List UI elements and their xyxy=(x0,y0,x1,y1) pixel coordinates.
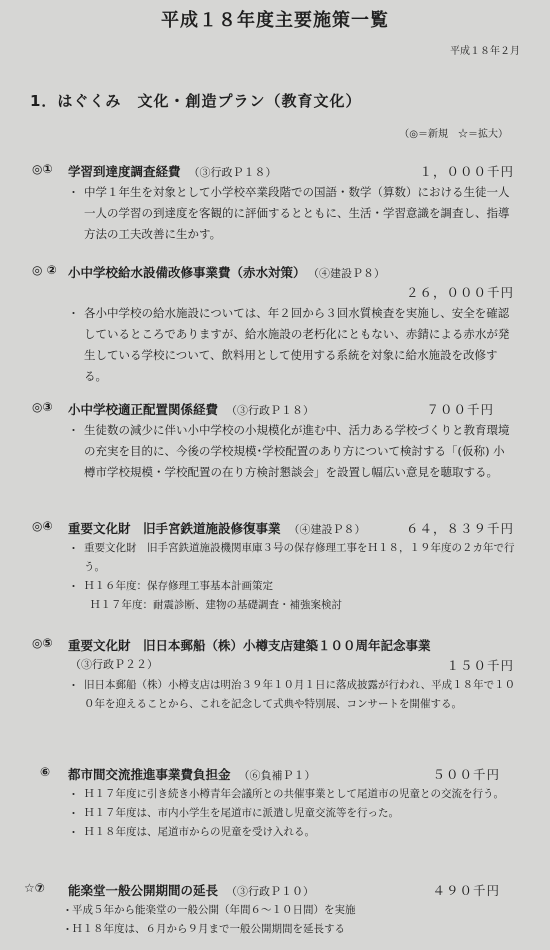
policy-item xyxy=(0,519,550,615)
item-bullet: ・ Ｈ１７年度は、市内小学生を尾道市に派遣し児童交流等を行った。 xyxy=(68,807,399,820)
item-mark: ◎③ xyxy=(32,400,53,414)
policy-item xyxy=(0,765,550,842)
policy-item xyxy=(0,263,550,387)
policy-item xyxy=(0,400,550,483)
item-ref: （⑥負補Ｐ１） xyxy=(238,769,316,782)
item-mark: ◎ ② xyxy=(32,263,57,277)
item-name: 重要文化財 旧手宮鉄道施設修復事業 （④建設Ｐ８） xyxy=(68,521,366,536)
item-amount: ７００千円 xyxy=(426,402,494,417)
document-title: 平成１８年度主要施策一覧 xyxy=(161,10,389,31)
item-bullet: ・ 生徒数の減少に伴い小中学校の小規模化が進む中、活力ある学校づくりと教育環境の充実を目的に、今後の学校規模･学校配置のあり方について検討する「(仮称) 小樽市学校規模・学校配置の在り方検討懇談会」を設置し幅広い意見を聴取する。 xyxy=(68,423,510,479)
policy-item xyxy=(0,162,550,245)
item-amount: ２６，０００千円 xyxy=(405,285,514,300)
item-mark: ☆⑦ xyxy=(24,881,45,895)
item-bullet: ・ Ｈ１８年度は、６月から９月まで一般公開期間を延長する xyxy=(62,923,345,936)
item-bullet: ・ Ｈ１７年度に引き続き小樽青年会議所との共催事業として尾道市の児童との交流を行う。 xyxy=(68,788,504,801)
item-bullet: ・ 平成５年から能楽堂の一般公開（年間６～１０日間）を実施 xyxy=(62,904,356,917)
item-name: 都市間交流推進事業費負担金 （⑥負補Ｐ１） xyxy=(68,767,316,782)
item-ref: （③行政Ｐ１８） xyxy=(226,404,315,417)
item-bullet: ・ Ｈ１８年度は、尾道市からの児童を受け入れる。 xyxy=(68,826,315,839)
item-name: 小中学校適正配置関係経費 （③行政Ｐ１８） xyxy=(68,402,315,417)
document-date: 平成１８年２月 xyxy=(450,46,520,57)
item-amount: ６４，８３９千円 xyxy=(405,521,514,536)
item-mark: ◎① xyxy=(32,162,53,176)
item-ref: （③行政Ｐ１８） xyxy=(188,166,277,179)
item-subline: Ｈ１７年度：耐震診断、建物の基礎調査・補強案検討 xyxy=(90,599,342,611)
item-mark: ◎⑤ xyxy=(32,636,53,650)
item-amount: １５０千円 xyxy=(446,658,514,673)
item-mark: ◎④ xyxy=(32,519,53,533)
item-ref: （④建設Ｐ８） xyxy=(288,523,366,536)
item-name: 能楽堂一般公開期間の延長 （③行政Ｐ１０） xyxy=(68,883,315,898)
item-bullet: ・ 中学１年生を対象として小学校卒業段階での国語・数学（算数）における生徒一人一人の学習の到達度を客観的に評価するとともに、生活・学習意識を調査し、指導方法の工夫改善に生かす。 xyxy=(68,185,510,241)
legend: （◎＝新規 ☆＝拡大） xyxy=(399,129,508,140)
item-bullet: ・ 各小中学校の給水施設については、年２回から３回水質検査を実施し、安全を確認しているところでありますが、給水施設の老朽化にともない、赤錆による赤水が発生している学校について、飲料用として使用する系統を対象に給水施設を改修する。 xyxy=(68,306,510,383)
section-heading: 1．はぐくみ 文化・創造プラン（教育文化） xyxy=(30,92,362,110)
item-amount: ５００千円 xyxy=(432,767,500,782)
item-bullet: ・ Ｈ１６年度：保存修理工事基本計画策定 xyxy=(68,580,273,593)
item-name: 学習到達度調査経費 （③行政Ｐ１８） xyxy=(68,164,277,179)
item-name: 重要文化財 旧日本郵船（株）小樽支店建築１００周年記念事業 xyxy=(68,638,431,653)
item-ref: （③行政Ｐ１０） xyxy=(226,885,315,898)
item-ref: （③行政Ｐ２２） xyxy=(70,658,158,671)
item-amount: ４９０千円 xyxy=(432,883,500,898)
item-bullet: ・ 旧日本郵船（株）小樽支店は明治３９年１０月１日に落成披露が行われ、平成１８年で１００年を迎えることから、これを記念して式典や特別展、コンサートを開催する。 xyxy=(68,679,516,710)
item-ref: （④建設Ｐ８） xyxy=(313,267,386,280)
policy-item xyxy=(0,881,550,939)
item-name: 小中学校給水設備改修事業費（赤水対策） （④建設Ｐ８） xyxy=(68,265,386,280)
item-mark: ⑥ xyxy=(40,765,51,779)
item-amount: １，０００千円 xyxy=(419,164,514,179)
item-bullet: ・ 重要文化財 旧手宮鉄道施設機関車庫３号の保存修理工事をＨ１８，１９年度の２カ年で行う。 xyxy=(68,542,515,573)
policy-item xyxy=(0,636,550,714)
